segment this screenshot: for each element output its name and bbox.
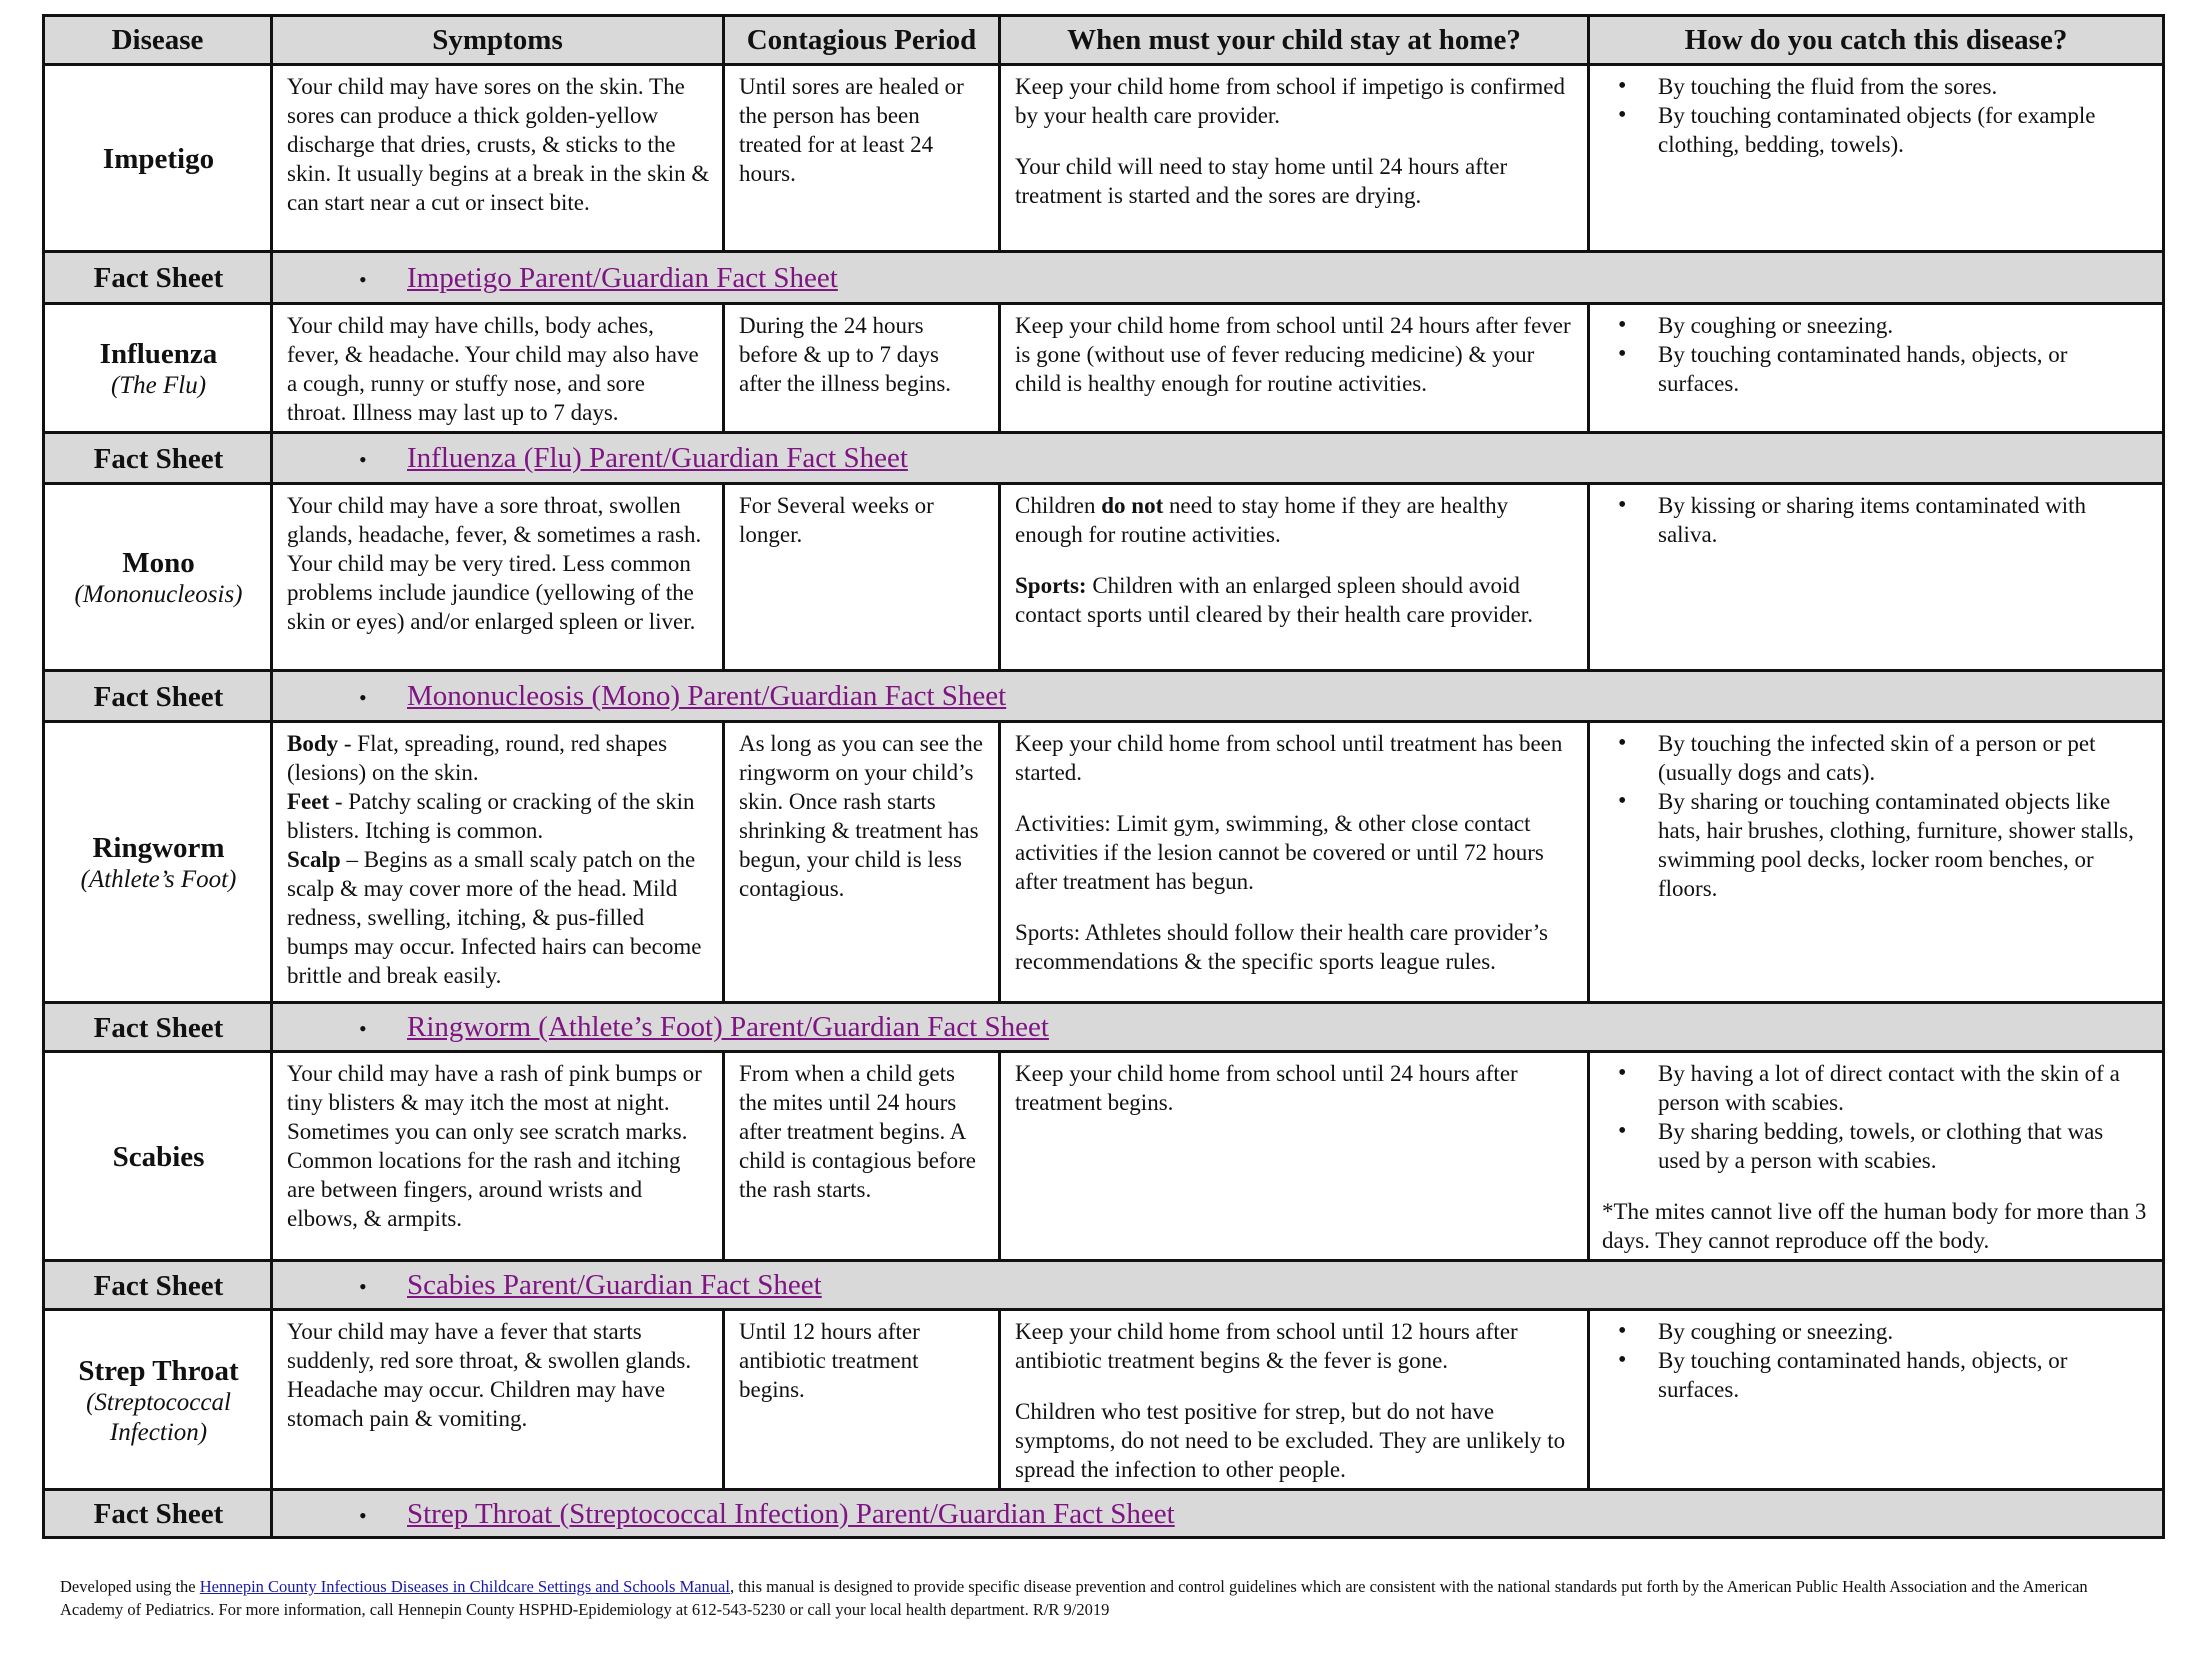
disease-row-mono [44,484,2164,671]
how-caught-list [1604,491,2150,549]
how-caught-list [1604,1317,2150,1404]
fact-sheet-label: Fact Sheet [44,1003,272,1052]
disease-name: Strep Throat [78,1354,239,1387]
stay-home-text: Keep your child home from school until 24 hours after treatment begins. [1015,1061,1518,1115]
how-caught-cell [1589,1052,2164,1261]
footer-suffix: , this manual is designed to provide specific disease prevention and control guidelines which are consistent with the national standards put forth by the American Public Health Association and the American Academy of Pediatrics. For more information, call Hennepin County HSPHD-Epidemiology at 612-543-5230 or call your local health department. R/R 9/2019 [60,1577,2088,1619]
disease-subtitle: (The Flu) [110,372,207,399]
how-caught-item: • By touching contaminated objects (for example clothing, bedding, towels). [1604,101,2150,159]
how-caught-item: • By touching contaminated hands, objects, or surfaces. [1604,1346,2150,1404]
disease-name-cell [44,1310,272,1490]
stay-home-text: Keep your child home from school until 24 hours after fever is gone (without use of fever reducing medicine) & your child is healthy enough for routine activities. [1015,313,1571,396]
how-caught-list [1604,729,2150,903]
symptom-text [287,787,710,845]
symptom-body: Your child may have chills, body aches, fever, & headache. Your child may also have a cough, runny or stuffy nose, and sore throat. Illness may last up to 7 days. [287,313,699,425]
symptom-text [287,1317,710,1433]
how-caught-item: • By sharing bedding, towels, or clothing that was used by a person with scabies. [1604,1117,2150,1175]
stay-home-paragraph [1015,1397,1575,1484]
how-caught-cell [1589,1310,2164,1490]
stay-home-text: Children with an enlarged spleen should avoid contact sports until cleared by their health care provider. [1015,573,1533,627]
stay-home-cell [1000,1310,1589,1490]
disease-name-cell [44,65,272,252]
how-caught-item: • By touching the fluid from the sores. [1604,72,2150,101]
symptom-body: - Patchy scaling or cracking of the skin blisters. Itching is common. [287,789,695,843]
disease-name: Impetigo [102,143,215,175]
disease-row-impetigo [44,65,2164,252]
how-caught-item: • By sharing or touching contaminated objects like hats, hair brushes, clothing, furniture, shower stalls, swimming pool decks, locker room benches, or floors. [1604,787,2150,903]
disease-row-scabies [44,1052,2164,1261]
disease-name-cell [44,304,272,433]
disease-name: Influenza [99,338,218,370]
header-disease: Disease [44,16,272,65]
fact-sheet-list-item [287,440,2150,478]
how-caught-item: • By coughing or sneezing. [1604,311,2150,340]
fact-sheet-row-ringworm [44,1003,2164,1052]
how-caught-cell [1589,484,2164,671]
fact-sheet-link[interactable]: Mononucleosis (Mono) Parent/Guardian Fact Sheet [407,680,1007,712]
disease-table [42,14,2165,1539]
disease-row-ringworm [44,722,2164,1003]
symptom-text [287,845,710,990]
disease-name-cell [44,484,272,671]
disease-subtitle: (Mononucleosis) [74,581,243,608]
fact-sheet-list-item [287,1267,2150,1305]
fact-sheet-link-cell [272,671,2164,722]
stay-home-emphasis: do not [1101,493,1164,518]
stay-home-text: Keep your child home from school if impetigo is confirmed by your health care provider. [1015,74,1565,128]
symptom-body: Your child may have a rash of pink bumps or tiny blisters & may itch the most at night. Sometimes you can only see scratch marks. Common locations for the rash and itching are between fingers, around wrists and elbows, & armpits. [287,1061,702,1231]
header-symptoms: Symptoms [272,16,724,65]
stay-home-text: need to stay home if they are healthy enough for routine activities. [1015,493,1509,547]
stay-home-cell [1000,722,1589,1003]
contagious-period-cell: Until sores are healed or the person has been treated for at least 24 hours. [724,65,1000,252]
stay-home-text: Sports: Athletes should follow their health care provider’s recommendations & the specific sports league rules. [1015,920,1548,974]
stay-home-text: Keep your child home from school until treatment has been started. [1015,731,1563,785]
footer-prefix: Developed using the [60,1577,200,1596]
manual-link[interactable]: Hennepin County Infectious Diseases in Childcare Settings and Schools Manual [199,1577,730,1596]
fact-sheet-link[interactable]: Ringworm (Athlete’s Foot) Parent/Guardian Fact Sheet [407,1011,1049,1043]
stay-home-pre: Children [1015,493,1102,518]
header-stay-home: When must your child stay at home? [1000,16,1589,65]
symptom-text [287,1059,710,1233]
how-caught-cell [1589,304,2164,433]
disease-subtitle: (Athlete’s Foot) [80,866,237,893]
stay-home-text: Children who test positive for strep, but do not have symptoms, do not need to be excluded. They are unlikely to spread the infection to other people. [1015,1399,1566,1482]
how-caught-item: • By coughing or sneezing. [1604,1317,2150,1346]
stay-home-cell [1000,484,1589,671]
fact-sheet-link-cell [272,1261,2164,1310]
bullet-icon: • [359,1274,367,1299]
footer-note [60,1575,2120,1621]
how-caught-item: • By kissing or sharing items contaminated with saliva. [1604,491,2150,549]
disease-subtitle: (Streptococcal Infection) [86,1388,231,1446]
symptoms-cell [272,304,724,433]
contagious-period-cell: For Several weeks or longer. [724,484,1000,671]
fact-sheet-link[interactable]: Scabies Parent/Guardian Fact Sheet [407,1269,822,1301]
fact-sheet-list-item [287,678,2150,716]
symptom-body: – Begins as a small scaly patch on the scalp & may cover more of the head. Mild redness, swelling, itching, & pus-filled bumps may occur. Infected hairs can become brittle and break easily. [287,847,702,988]
stay-home-text: Your child will need to stay home until 24 hours after treatment is started and the sores are drying. [1015,154,1508,208]
stay-home-paragraph [1015,809,1575,896]
contagious-period-cell: Until 12 hours after antibiotic treatment begins. [724,1310,1000,1490]
contagious-period-cell: From when a child gets the mites until 24 hours after treatment begins. A child is contagious before the rash starts. [724,1052,1000,1261]
table-body [44,65,2164,1538]
fact-sheet-link-cell [272,252,2164,304]
symptom-body: Your child may have a fever that starts suddenly, red sore throat, & swollen glands. Headache may occur. Children may have stomach pain & vomiting. [287,1319,692,1431]
fact-sheet-label: Fact Sheet [44,1490,272,1538]
stay-home-paragraph [1015,491,1575,549]
stay-home-text: Activities: Limit gym, swimming, & other close contact activities if the lesion cannot be covered or until 72 hours after treatment has begun. [1015,811,1544,894]
fact-sheet-link-cell [272,1490,2164,1538]
how-caught-item: • By touching the infected skin of a person or pet (usually dogs and cats). [1604,729,2150,787]
fact-sheet-link-cell [272,433,2164,484]
stay-home-paragraph [1015,1059,1575,1117]
disease-name: Scabies [112,1141,205,1173]
how-caught-note: *The mites cannot live off the human body for more than 3 days. They cannot reproduce off the body. [1602,1199,2147,1253]
symptom-label: Body [287,731,339,756]
fact-sheet-link-cell [272,1003,2164,1052]
fact-sheet-row-impetigo [44,252,2164,304]
stay-home-paragraph [1015,152,1575,210]
fact-sheet-label: Fact Sheet [44,1261,272,1310]
symptoms-cell [272,484,724,671]
header-contagious-period: Contagious Period [724,16,1000,65]
symptom-label: Feet [287,789,330,814]
symptom-text [287,491,710,636]
how-caught-list [1604,72,2150,159]
stay-home-paragraph [1015,918,1575,976]
stay-home-cell [1000,65,1589,252]
contagious-period-cell: During the 24 hours before & up to 7 days after the illness begins. [724,304,1000,433]
fact-sheet-row-influenza [44,433,2164,484]
fact-sheet-link[interactable]: Strep Throat (Streptococcal Infection) Parent/Guardian Fact Sheet [407,1497,1175,1530]
header-how-caught: How do you catch this disease? [1589,16,2164,65]
stay-home-paragraph [1015,729,1575,787]
fact-sheet-list-item [287,1496,2150,1534]
stay-home-emphasis: Sports: [1015,573,1087,598]
bullet-icon: • [359,266,367,292]
fact-sheet-row-mono [44,671,2164,722]
stay-home-paragraph [1015,72,1575,130]
symptoms-cell [272,1052,724,1261]
how-caught-cell [1589,65,2164,252]
symptoms-cell [272,722,724,1003]
disease-name-cell [44,722,272,1003]
symptom-body: Your child may have sores on the skin. The sores can produce a thick golden-yellow discharge that dries, crusts, & sticks to the skin. It usually begins at a break in the skin & can start near a cut or insect bite. [287,74,710,215]
disease-row-strep-throat [44,1310,2164,1490]
disease-name-cell [44,1052,272,1261]
stay-home-paragraph [1015,1317,1575,1375]
bullet-icon: • [359,685,367,710]
stay-home-cell [1000,1052,1589,1261]
table-header-row [44,16,2164,65]
how-caught-cell [1589,722,2164,1003]
fact-sheet-link[interactable]: Influenza (Flu) Parent/Guardian Fact Sheet [407,442,908,474]
fact-sheet-list-item [287,260,2150,298]
fact-sheet-label: Fact Sheet [44,671,272,722]
stay-home-text: Keep your child home from school until 12 hours after antibiotic treatment begins & the fever is gone. [1015,1319,1518,1373]
symptom-body: - Flat, spreading, round, red shapes (lesions) on the skin. [287,731,668,785]
how-caught-list [1604,1059,2150,1175]
fact-sheet-label: Fact Sheet [44,252,272,304]
disease-name: Ringworm [92,832,225,864]
fact-sheet-link[interactable]: Impetigo Parent/Guardian Fact Sheet [407,261,838,294]
how-caught-item: • By touching contaminated hands, objects, or surfaces. [1604,340,2150,398]
how-caught-list [1604,311,2150,398]
fact-sheet-row-strep-throat [44,1490,2164,1538]
symptom-text [287,311,710,427]
disease-row-influenza [44,304,2164,433]
contagious-period-cell: As long as you can see the ringworm on your child’s skin. Once rash starts shrinking & treatment has begun, your child is less contagious. [724,722,1000,1003]
bullet-icon: • [359,447,367,472]
fact-sheet-list-item [287,1009,2150,1047]
disease-name: Mono [122,547,195,579]
stay-home-cell [1000,304,1589,433]
stay-home-paragraph [1015,571,1575,629]
symptoms-cell [272,65,724,252]
symptom-text [287,72,710,217]
bullet-icon: • [359,1016,367,1041]
symptom-body: Your child may have a sore throat, swollen glands, headache, fever, & sometimes a rash. Your child may be very tired. Less common problems include jaundice (yellowing of the skin or eyes) and/or enlarged spleen or liver. [287,493,702,634]
bullet-icon: • [359,1502,367,1528]
fact-sheet-row-scabies [44,1261,2164,1310]
symptom-label: Scalp [287,847,341,872]
stay-home-paragraph [1015,311,1575,398]
symptom-text [287,729,710,787]
how-caught-item: • By having a lot of direct contact with the skin of a person with scabies. [1604,1059,2150,1117]
symptoms-cell [272,1310,724,1490]
fact-sheet-label: Fact Sheet [44,433,272,484]
